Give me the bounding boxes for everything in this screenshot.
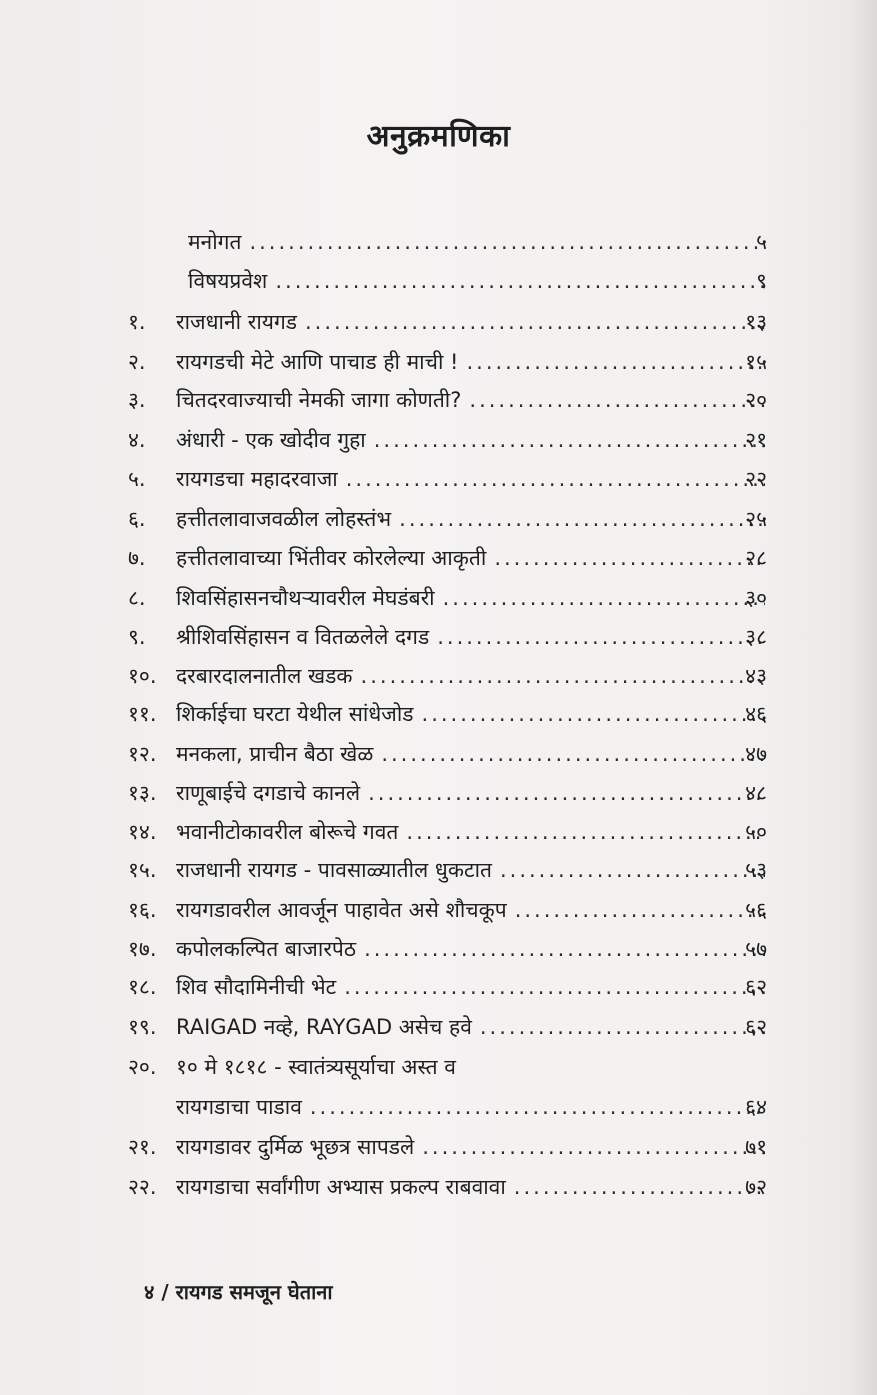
toc-label: १० मे १८१८ - स्वातंत्र्यसूर्याचा अस्त व	[176, 1055, 456, 1079]
toc-entry	[188, 264, 765, 298]
toc-number: १३.	[128, 781, 157, 805]
toc-entry	[176, 853, 765, 887]
toc-label: भवानीटोकावरील बोरूचे गवत	[176, 820, 399, 844]
toc-leader-dots	[381, 737, 765, 771]
toc-number: २१.	[128, 1135, 157, 1159]
toc-page-number: २०	[745, 388, 767, 412]
toc-number: १२.	[128, 742, 157, 766]
toc-label: राणूबाईचे दगडाचे कानले	[176, 781, 361, 805]
toc-page-number: ४६	[745, 702, 767, 726]
toc-entry	[176, 1170, 765, 1204]
toc-number: १७.	[128, 937, 157, 961]
toc-label: RAIGAD नव्हे, RAYGAD असेच हवे	[176, 1015, 472, 1039]
toc-number: ११.	[128, 702, 157, 726]
toc-label: शिवसिंहासनचौथऱ्यावरील मेघडंबरी	[176, 586, 435, 610]
toc-row	[0, 737, 877, 771]
toc-page-number: ४३	[745, 664, 767, 688]
toc-row	[0, 697, 877, 731]
toc-entry	[176, 423, 765, 457]
toc-leader-dots	[305, 305, 765, 339]
toc-entry	[176, 893, 765, 927]
toc-entry	[176, 697, 765, 731]
toc-page-number: ५६	[745, 898, 767, 922]
toc-leader-dots	[443, 581, 765, 615]
toc-row	[0, 659, 877, 693]
toc-number: ९.	[128, 625, 146, 649]
toc-label: हत्तीतलावाजवळील लोहस्तंभ	[176, 507, 392, 531]
toc-entry	[176, 932, 765, 966]
toc-label: श्रीशिवसिंहासन व वितळलेले दगड	[176, 625, 430, 649]
toc-entry	[176, 502, 765, 536]
toc-number: ३.	[128, 388, 146, 412]
toc-entry	[176, 462, 765, 496]
toc-entry	[176, 541, 765, 575]
toc-number: १९.	[128, 1015, 157, 1039]
toc-leader-dots	[406, 815, 765, 849]
toc-entry	[176, 1130, 765, 1164]
toc-page-number: ५७	[745, 937, 767, 961]
toc-entry	[176, 970, 765, 1004]
toc-label: राजधानी रायगड - पावसाळ्यातील धुकटात	[176, 858, 492, 882]
toc-page-number: ७१	[745, 1135, 767, 1159]
toc-number: २.	[128, 350, 146, 374]
toc-number: १८.	[128, 975, 157, 999]
toc-page-number: २१	[745, 428, 767, 452]
toc-row	[0, 932, 877, 966]
toc-leader-dots	[368, 776, 765, 810]
toc-row	[0, 853, 877, 887]
toc-row	[0, 893, 877, 927]
toc-label: मनकला, प्राचीन बैठा खेळ	[176, 742, 374, 766]
toc-page-number: ९	[756, 269, 767, 293]
toc-entry	[176, 815, 765, 849]
page-footer: ४ / रायगड समजून घेताना	[144, 1280, 333, 1304]
toc-leader-dots	[249, 225, 765, 259]
toc-row	[0, 776, 877, 810]
toc-row	[0, 345, 877, 379]
toc-row	[0, 581, 877, 615]
toc-row	[0, 815, 877, 849]
toc-entry	[176, 737, 765, 771]
toc-page-number: ७२	[745, 1175, 767, 1199]
toc-label: राजधानी रायगड	[176, 310, 297, 334]
toc-leader-dots	[374, 423, 765, 457]
page-title: अनुक्रमणिका	[366, 119, 511, 154]
toc-number: १.	[128, 310, 146, 334]
toc-row	[0, 383, 877, 417]
toc-entry	[176, 1050, 837, 1084]
toc-row	[0, 305, 877, 339]
toc-row	[0, 423, 877, 457]
toc-leader-dots	[422, 1130, 765, 1164]
toc-number: १६.	[128, 898, 157, 922]
toc-label: दरबारदालनातील खडक	[176, 664, 353, 688]
toc-label: मनोगत	[188, 230, 242, 254]
toc-label: रायगडचा महादरवाजा	[176, 467, 338, 491]
toc-leader-dots	[422, 697, 765, 731]
toc-page-number: ५३	[745, 858, 767, 882]
toc-label: रायगडावर दुर्मिळ भूछत्र सापडले	[176, 1135, 415, 1159]
toc-entry	[176, 345, 765, 379]
toc-label: अंधारी - एक खोदीव गुहा	[176, 428, 366, 452]
toc-row	[0, 1050, 877, 1084]
toc-number: ६.	[128, 507, 146, 531]
toc-page-number: ३८	[745, 625, 767, 649]
toc-page-number: ५	[756, 230, 767, 254]
toc-leader-dots	[364, 932, 765, 966]
toc-row	[0, 1130, 877, 1164]
toc-label: हत्तीतलावाच्या भिंतीवर कोरलेल्या आकृती	[176, 546, 487, 570]
toc-number: २०.	[128, 1055, 157, 1079]
toc-page-number: ६२	[745, 975, 767, 999]
toc-leader-dots	[346, 462, 765, 496]
toc-page-number: ३०	[745, 586, 767, 610]
toc-entry	[176, 581, 765, 615]
toc-entry	[176, 305, 765, 339]
toc-row	[0, 264, 877, 298]
toc-entry	[188, 225, 765, 259]
toc-entry	[176, 776, 765, 810]
toc-label: शिर्काईचा घरटा येथील सांधेजोड	[176, 702, 414, 726]
toc-number: १०.	[128, 664, 157, 688]
toc-entry	[176, 659, 765, 693]
toc-label: रायगडाचा पाडाव	[176, 1095, 302, 1119]
toc-page-number: ६२	[745, 1015, 767, 1039]
toc-row	[0, 1170, 877, 1204]
toc-page-number: ५०	[745, 820, 767, 844]
toc-label: चितदरवाज्याची नेमकी जागा कोणती?	[176, 388, 462, 412]
toc-page-number: ४७	[745, 742, 767, 766]
toc-leader-dots	[437, 620, 765, 654]
toc-number: २२.	[128, 1175, 157, 1199]
toc-page-number: ६४	[745, 1095, 767, 1119]
toc-page-number: २८	[745, 546, 767, 570]
toc-label: कपोलकल्पित बाजारपेठ	[176, 937, 357, 961]
toc-label: रायगडावरील आवर्जून पाहावेत असे शौचकूप	[176, 898, 507, 922]
toc-label: रायगडची मेटे आणि पाचाड ही माची !	[176, 350, 459, 374]
toc-label: विषयप्रवेश	[188, 269, 268, 293]
toc-leader-dots	[344, 970, 765, 1004]
toc-number: १४.	[128, 820, 157, 844]
toc-row	[0, 970, 877, 1004]
toc-number: १५.	[128, 858, 157, 882]
toc-entry	[176, 1010, 765, 1044]
toc-label: रायगडाचा सर्वांगीण अभ्यास प्रकल्प राबवावा	[176, 1175, 506, 1199]
toc-number: ८.	[128, 586, 146, 610]
toc-entry	[176, 620, 765, 654]
toc-row	[0, 462, 877, 496]
toc-row	[0, 1090, 877, 1124]
toc-number: ४.	[128, 428, 146, 452]
toc-page-number: १३	[745, 310, 767, 334]
toc-row	[0, 1010, 877, 1044]
toc-page-number: २२	[745, 467, 767, 491]
toc-row	[0, 541, 877, 575]
toc-page-number: २५	[745, 507, 767, 531]
toc-label: शिव सौदामिनीची भेट	[176, 975, 337, 999]
toc-entry	[176, 383, 765, 417]
toc-page-number: ४८	[745, 781, 767, 805]
toc-row	[0, 620, 877, 654]
toc-row	[0, 502, 877, 536]
toc-row	[0, 225, 877, 259]
toc-leader-dots	[399, 502, 765, 536]
toc-leader-dots	[310, 1090, 765, 1124]
toc-number: ५.	[128, 467, 146, 491]
toc-number: ७.	[128, 546, 146, 570]
toc-page-number: १५	[745, 350, 767, 374]
toc-leader-dots	[275, 264, 765, 298]
toc-leader-dots	[361, 659, 765, 693]
toc-entry	[176, 1090, 765, 1124]
